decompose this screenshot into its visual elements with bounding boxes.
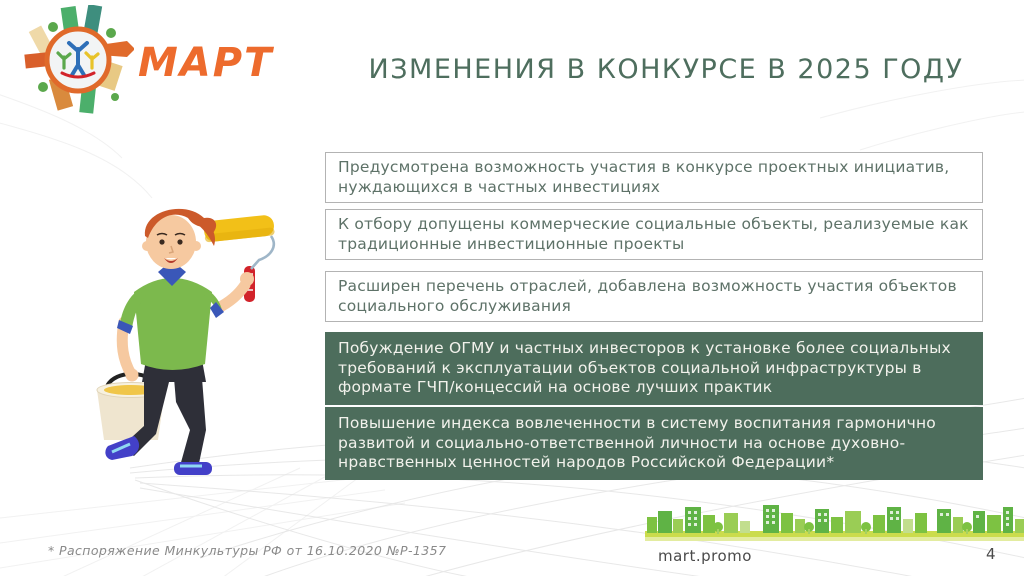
change-item-5-highlight: Повышение индекса вовлеченности в систему воспитания гармонично развитой и социально-ответственной личности на основе духовно-нравственных ценностей народов Российской Федерации* <box>325 407 983 480</box>
change-item-3: Расширен перечень отраслей, добавлена возможность участия объектов социального обслуживания <box>325 271 983 322</box>
change-item-4-highlight: Побуждение ОГМУ и частных инвесторов к установке более социальных требований к эксплуатации объектов социальной инфраструктуры в формате ГЧП/концессий на основе лучших практик <box>325 332 983 405</box>
city-skyline-illustration <box>645 501 1024 545</box>
footnote: * Распоряжение Минкультуры РФ от 16.10.2020 №Р-1357 <box>48 543 447 558</box>
painter-illustration <box>68 190 300 490</box>
website-link[interactable]: mart.promo <box>658 547 752 565</box>
page-number: 4 <box>986 545 996 563</box>
mart-logo-icon <box>22 5 134 115</box>
page-title: ИЗМЕНЕНИЯ В КОНКУРСЕ В 2025 ГОДУ <box>368 54 964 86</box>
change-item-1: Предусмотрена возможность участия в конкурсе проектных инициатив, нуждающихся в частных инвестициях <box>325 152 983 203</box>
change-item-2: К отбору допущены коммерческие социальные объекты, реализуемые как традиционные инвестиционные проекты <box>325 209 983 260</box>
mart-logo-text: МАРТ <box>138 40 274 86</box>
mart-logo <box>22 4 322 116</box>
